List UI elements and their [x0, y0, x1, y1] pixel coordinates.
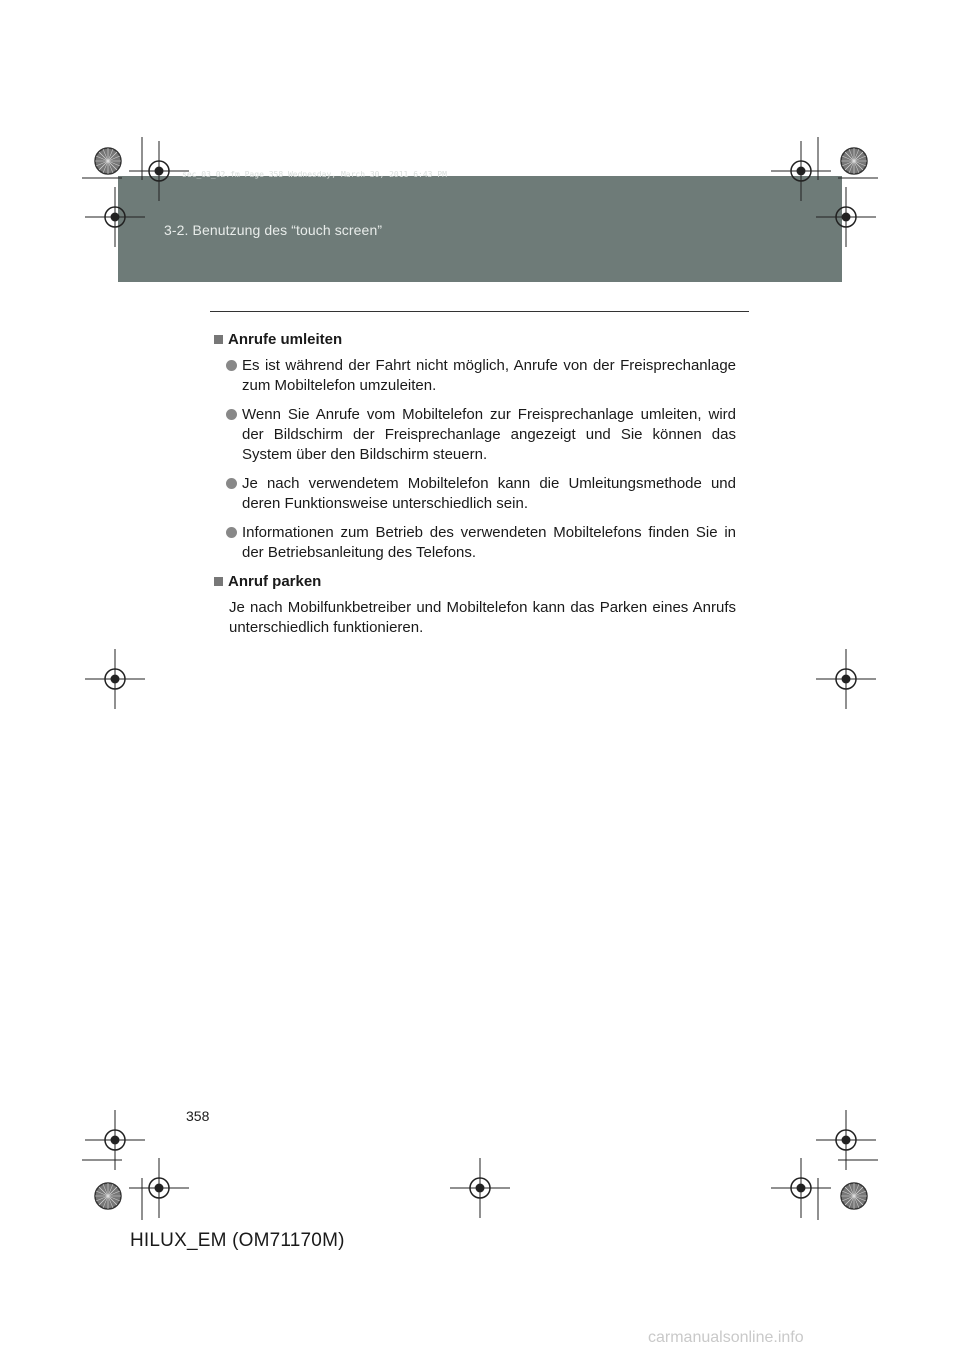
section-heading — [214, 330, 736, 350]
section-heading — [214, 572, 736, 592]
circle-bullet-icon — [226, 409, 237, 420]
page-number: 358 — [186, 1108, 210, 1124]
section-body: Je nach Mobilfunkbetreiber und Mobiltelefon kann das Parken eines Anrufs unterschiedlich funktionieren. — [229, 599, 736, 636]
page-content — [214, 330, 736, 638]
section-title: Anrufe umleiten — [228, 331, 343, 348]
list-item-text: Informationen zum Betrieb des verwendeten Mobiltelefons finden Sie in der Betriebsanleitung des Telefons. — [242, 524, 736, 561]
print-info: sec_03_02.fm Page 358 Wednesday, March 30, 2011 6:43 PM — [182, 170, 447, 179]
document-code: HILUX_EM (OM71170M) — [130, 1230, 345, 1251]
list-item — [214, 405, 736, 465]
list-item-text: Es ist während der Fahrt nicht möglich, Anrufe von der Freisprechanlage zum Mobiltelefon umzuleiten. — [242, 357, 736, 394]
watermark: carmanualsonline.info — [648, 1329, 804, 1346]
square-bullet-icon — [214, 335, 223, 344]
square-bullet-icon — [214, 577, 223, 586]
section-label: 3-2. Benutzung des “touch screen” — [164, 222, 383, 238]
list-item-text: Wenn Sie Anrufe vom Mobiltelefon zur Freisprechanlage umleiten, wird der Bildschirm der Freisprechanlage angezeigt und Sie können das System über den Bildschirm steuern. — [242, 406, 736, 463]
list-item — [214, 474, 736, 514]
list-item — [214, 356, 736, 396]
circle-bullet-icon — [226, 478, 237, 489]
section-title: Anruf parken — [228, 573, 322, 590]
list-item-text: Je nach verwendetem Mobiltelefon kann die Umleitungsmethode und deren Funktionsweise unterschiedlich sein. — [242, 475, 736, 512]
circle-bullet-icon — [226, 527, 237, 538]
content-top-rule — [210, 311, 749, 312]
circle-bullet-icon — [226, 360, 237, 371]
list-item — [214, 523, 736, 563]
